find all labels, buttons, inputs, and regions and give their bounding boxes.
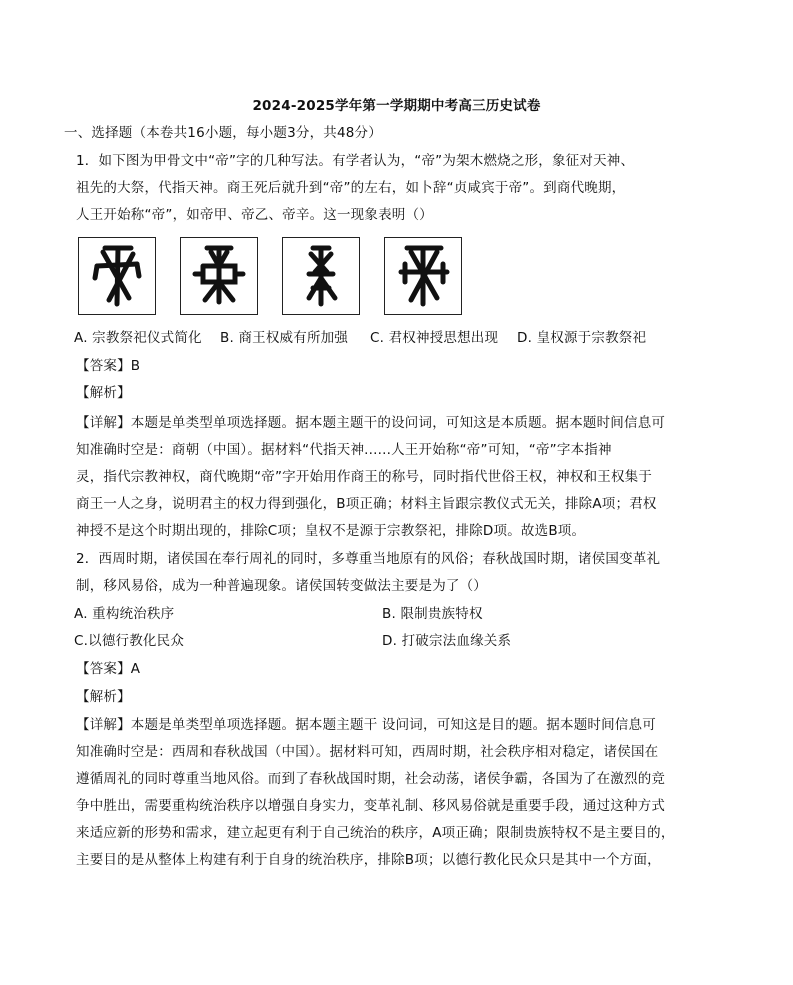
oracle-di-glyph-4-icon bbox=[384, 237, 462, 315]
q2-stem-line-2: 制，移风易俗，成为一种普遍现象。诸侯国转变做法主要是为了（） bbox=[76, 578, 487, 594]
q2-option-a: A. 重构统治秩序 bbox=[74, 606, 175, 622]
q2-option-d: D. 打破宗法血缘关系 bbox=[382, 633, 512, 649]
q2-analysis-label: 【解析】 bbox=[76, 689, 131, 705]
q1-answer: 【答案】B bbox=[76, 358, 141, 374]
q1-detail-line-2: 知准确时空是：商朝（中国）。据材料“代指天神......人王开始称“帝”可知，“帝”字本指神 bbox=[76, 442, 612, 458]
q2-option-b: B. 限制贵族特权 bbox=[382, 606, 483, 622]
oracle-di-glyph-3-icon bbox=[282, 237, 360, 315]
q2-detail-line-3: 遵循周礼的同时尊重当地风俗。而到了春秋战国时期，社会动荡，诸侯争霸，各国为了在激烈的竞 bbox=[76, 771, 666, 787]
q1-stem-line-3: 人王开始称“帝”，如帝甲、帝乙、帝辛。这一现象表明（） bbox=[76, 207, 433, 223]
oracle-di-glyph-2-icon bbox=[180, 237, 258, 315]
q1-stem-line-2: 祖先的大祭，代指天神。商王死后就升到“帝”的左右，如卜辞“贞咸宾于帝”。到商代晚期， bbox=[76, 180, 626, 196]
q1-detail-line-3: 灵，指代宗教神权，商代晚期“帝”字开始用作商王的称号，同时指代世俗王权，神权和王权集于 bbox=[76, 469, 653, 485]
q2-detail-line-1: 【详解】本题是单类型单项选择题。据本题主题干 设问词，可知这是目的题。据本题时间信息可 bbox=[76, 717, 656, 733]
q2-detail-line-6: 主要目的是从整体上构建有利于自身的统治秩序，排除B项；以德行教化民众只是其中一个方面， bbox=[76, 852, 661, 868]
q2-detail-line-5: 来适应新的形势和需求，建立起更有利于自己统治的秩序，A项正确；限制贵族特权不是主要目的， bbox=[76, 825, 675, 841]
q1-option-c: C. 君权神授思想出现 bbox=[370, 330, 499, 346]
q1-detail-line-5: 神授不是这个时期出现的，排除C项；皇权不是源于宗教祭祀，排除D项。故选B项。 bbox=[76, 523, 586, 539]
q1-option-b: B. 商王权威有所加强 bbox=[220, 330, 349, 346]
q2-stem-line-1: 2．西周时期，诸侯国在奉行周礼的同时，多尊重当地原有的风俗；春秋战国时期，诸侯国变革礼 bbox=[76, 551, 661, 567]
q2-option-c: C.以德行教化民众 bbox=[74, 633, 185, 649]
q1-option-a: A. 宗教祭祀仪式简化 bbox=[74, 330, 202, 346]
q1-option-d: D. 皇权源于宗教祭祀 bbox=[517, 330, 647, 346]
oracle-di-glyph-1-icon bbox=[78, 237, 156, 315]
page-title: 2024-2025学年第一学期期中考高三历史试卷 bbox=[252, 98, 541, 114]
q2-detail-line-2: 知准确时空是：西周和春秋战国（中国）。据材料可知，西周时期，社会秩序相对稳定，诸侯国在 bbox=[76, 744, 659, 760]
q1-analysis-label: 【解析】 bbox=[76, 385, 131, 401]
q1-detail-line-1: 【详解】本题是单类型单项选择题。据本题主题干的设问词，可知这是本质题。据本题时间信息可 bbox=[76, 415, 666, 431]
q2-answer: 【答案】A bbox=[76, 661, 141, 677]
q1-stem-line-1: 1．如下图为甲骨文中“帝”字的几种写法。有学者认为，“帝”为架木燃烧之形，象征对天神、 bbox=[76, 153, 635, 169]
q1-figure-oracle-bone-glyphs bbox=[78, 237, 463, 317]
q2-detail-line-4: 争中胜出，需要重构统治秩序以增强自身实力，变革礼制、移风易俗就是重要手段，通过这种方式 bbox=[76, 798, 666, 814]
section-heading: 一、选择题（本卷共16小题，每小题3分，共48分） bbox=[64, 125, 382, 141]
q1-detail-line-4: 商王一人之身，说明君主的权力得到强化，B项正确；材料主旨跟宗教仪式无关，排除A项；君权 bbox=[76, 496, 657, 512]
